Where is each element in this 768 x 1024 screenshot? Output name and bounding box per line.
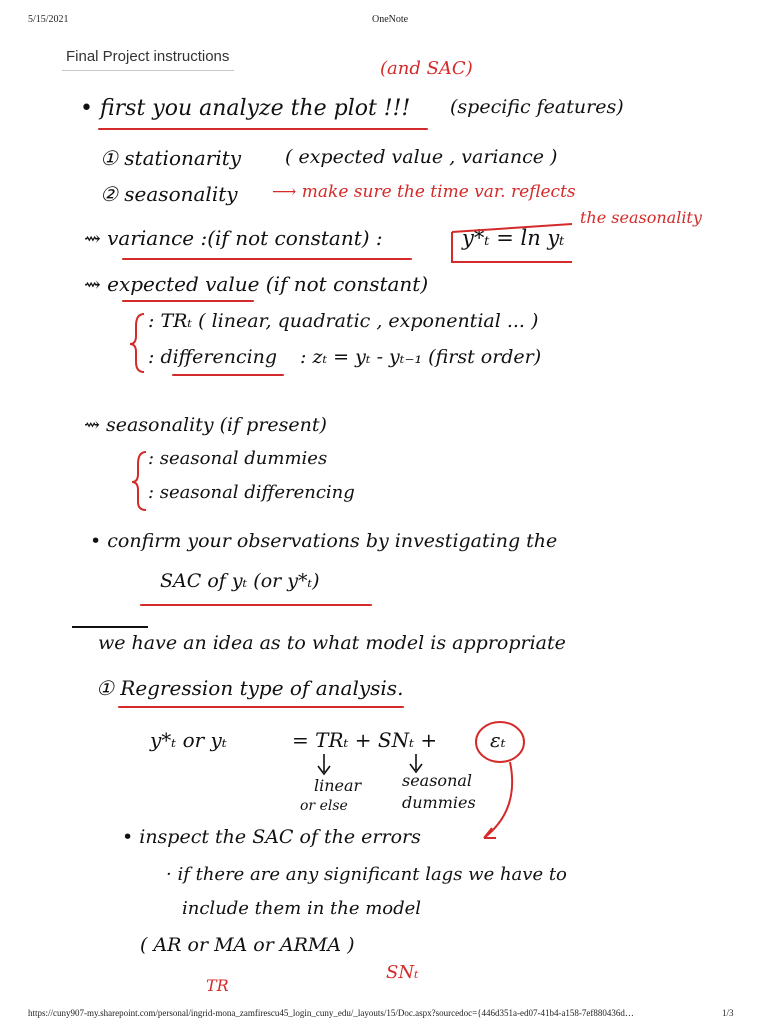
note-variance-line: ⇝ variance :(if not constant) :: [84, 226, 383, 250]
note-seasonal-dummies-label: seasonal dummies: [402, 771, 476, 812]
note-first-analyze: • first you analyze the plot !!!: [80, 96, 411, 121]
note-include-line: include them in the model: [182, 898, 422, 919]
note-differencing-formula: : zₜ = yₜ - yₜ₋₁ (first order): [300, 346, 542, 368]
note-seasonality: ② seasonality: [100, 182, 238, 206]
note-and-sac: (and SAC): [380, 58, 473, 79]
note-seasonal-dummies: : seasonal dummies: [148, 448, 328, 469]
print-date: 5/15/2021: [28, 14, 69, 25]
page-title: Final Project instructions: [66, 48, 230, 65]
note-expected-value-line: ⇝ expected value (if not constant): [84, 272, 429, 296]
print-url: https://cuny907-my.sharepoint.com/personal/ingrid-mona_zamfirescu45_login_cuny_edu/_layouts/15/Doc.aspx?sourcedoc={446d351a-ed07-41b4-a158-7ef880436d…: [28, 1008, 634, 1018]
note-model-lhs: y*ₜ or yₜ: [150, 728, 227, 752]
note-model-rhs: = TRₜ + SNₜ +: [292, 728, 438, 752]
note-differencing-word: : differencing: [148, 346, 278, 368]
note-seasonality-arrow-2: the seasonality: [580, 208, 702, 227]
tr-down-arrow: [318, 754, 330, 774]
note-or-else-label: or else: [300, 798, 348, 814]
note-error-term: εₜ: [490, 728, 506, 752]
errors-arrow: [484, 762, 512, 838]
note-trend-line: : TRₜ ( linear, quadratic , exponential ... ): [148, 310, 539, 332]
variance-formula-box-top: [452, 224, 572, 232]
print-app-name: OneNote: [372, 14, 409, 25]
brace-seasonality: [132, 452, 146, 510]
note-stationarity: ① stationarity: [100, 146, 242, 170]
note-seasonality-present: ⇝ seasonality (if present): [84, 414, 327, 436]
note-seasonality-arrow: ⟶ make sure the time var. reflects: [272, 182, 576, 202]
note-stationarity-detail: ( expected value , variance ): [285, 146, 558, 168]
note-bottom-tr: TR: [206, 976, 229, 995]
note-linear-label: linear: [314, 776, 362, 795]
note-inspect-line: • inspect the SAC of the errors: [122, 826, 421, 848]
brace-expected-value: [130, 314, 144, 372]
sn-down-arrow: [410, 754, 422, 772]
error-term-circle: [476, 722, 524, 762]
note-seasonal-differencing: : seasonal differencing: [148, 482, 355, 503]
note-regression-line: ① Regression type of analysis.: [96, 676, 404, 700]
variance-formula-box: [452, 232, 572, 262]
note-variance-formula: y*ₜ = ln yₜ: [462, 226, 565, 250]
note-specific-features: (specific features): [450, 96, 624, 118]
print-page-number: 1/3: [722, 1008, 734, 1018]
note-bottom-sn: SNₜ: [386, 962, 419, 983]
note-sig-lags-line: · if there are any significant lags we have to: [166, 864, 567, 885]
note-sac-line: SAC of yₜ (or y*ₜ): [160, 570, 320, 592]
note-idea-line: we have an idea as to what model is appropriate: [98, 632, 566, 654]
note-ar-ma-line: ( AR or MA or ARMA ): [140, 934, 355, 956]
note-confirm-line: • confirm your observations by investigating the: [90, 530, 558, 552]
